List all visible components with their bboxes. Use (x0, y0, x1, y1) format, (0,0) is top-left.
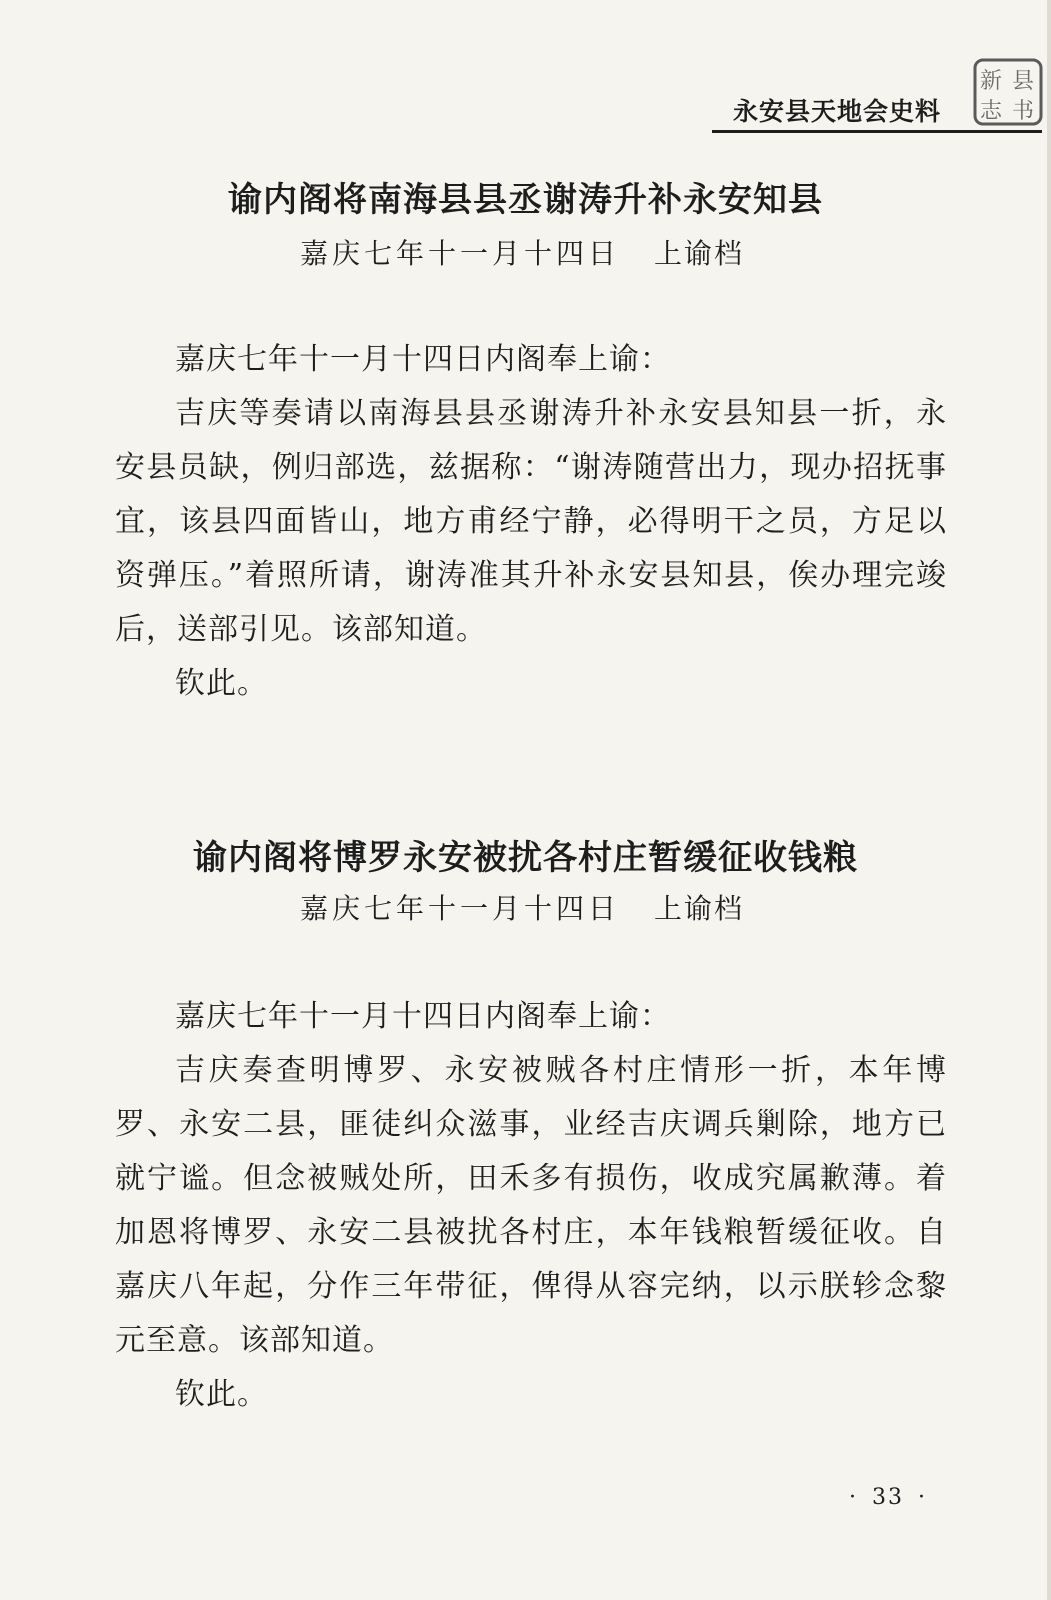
running-head: 永安县天地会史料 (732, 97, 941, 126)
paragraph: 吉庆等奏请以南海县县丞谢涛升补永安县知县一折，永安县员缺，例归部选，兹据称：“谢涛随营出力，现办招抚事宜，该县四面皆山，地方甫经宁静，必得明干之员，方足以资弹压。”着照所请，谢涛准其升补永安县知县，俟办理完竣后，送部引见。该部知道。 (115, 396, 947, 647)
section-date: 嘉庆七年十一月十四日 (300, 892, 621, 925)
paragraph: 钦此。 (175, 1377, 268, 1412)
section-title: 谕内阁将博罗永安被扰各村庄暂缓征收钱粮 (193, 838, 858, 878)
paragraph: 嘉庆七年十一月十四日内阁奉上谕： (175, 999, 671, 1034)
section-date: 嘉庆七年十一月十四日 (300, 237, 621, 270)
section-source: 上谕档 (654, 237, 745, 270)
section-body (115, 990, 947, 1422)
svg-text:新: 新 (979, 69, 1003, 94)
paragraph: 嘉庆七年十一月十四日内阁奉上谕： (175, 342, 671, 377)
page-edge (1047, 0, 1051, 1600)
svg-text:县: 县 (1011, 69, 1035, 94)
section-title: 谕内阁将南海县县丞谢涛升补永安知县 (228, 180, 823, 220)
section-source: 上谕档 (654, 892, 745, 925)
svg-text:志: 志 (979, 99, 1003, 124)
library-seal-icon (973, 58, 1043, 126)
page-number: · 33 · (849, 1485, 927, 1510)
paragraph: 吉庆奏查明博罗、永安被贼各村庄情形一折，本年博罗、永安二县，匪徒纠众滋事，业经吉庆调兵剿除，地方已就宁谧。但念被贼处所，田禾多有损伤，收成究属歉薄。着加恩将博罗、永安二县被扰各村庄，本年钱粮暂缓征收。自嘉庆八年起，分作三年带征，俾得从容完纳，以示朕轸念黎元至意。该部知道。 (115, 1053, 947, 1358)
svg-text:书: 书 (1011, 99, 1035, 124)
section-body (115, 333, 947, 711)
paragraph: 钦此。 (175, 666, 268, 701)
section-date-line (300, 232, 744, 272)
section-date-line (300, 887, 744, 927)
header-rule (712, 130, 1042, 133)
